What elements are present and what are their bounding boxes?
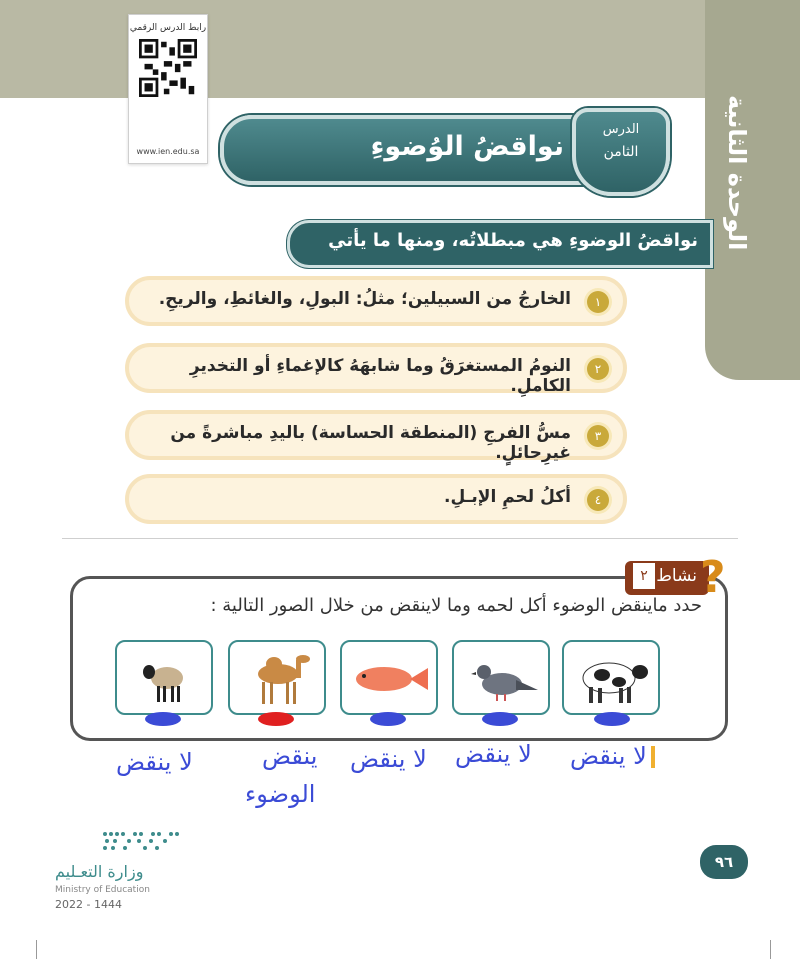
list-item	[125, 410, 627, 463]
ministry-name-en: Ministry of Education	[55, 885, 150, 895]
item-number: ٤	[587, 489, 609, 511]
answer-mark	[370, 712, 406, 726]
item-text: الخارجُ من السبيلين؛ مثلُ: البولِ، والغائطِ، والريحِ.	[158, 289, 571, 309]
list-item	[125, 474, 627, 524]
answer-cursor	[651, 746, 655, 768]
answer-mark	[482, 712, 518, 726]
crop-mark	[36, 940, 37, 959]
activity-tag	[625, 561, 709, 595]
item-text: أكلُ لحمِ الإبـلِ.	[443, 487, 571, 507]
sheep-icon	[117, 642, 211, 713]
answer-cow: لا ينقض	[570, 742, 647, 770]
crop-mark	[770, 940, 771, 959]
answer-mark	[258, 712, 294, 726]
page-number: ٩٦	[700, 845, 748, 879]
unit-title: الوحدة الثانية	[723, 95, 751, 251]
answer-camel: ينقض	[262, 742, 318, 770]
item-text: النومُ المستغرَقُ وما شابهَهُ كالإغماءِ أو التخديرِ الكاملِ.	[189, 356, 571, 396]
lesson-badge-label: الدرس	[602, 122, 640, 137]
item-number: ٢	[587, 358, 609, 380]
item-number: ٣	[587, 425, 609, 447]
subtitle-bar	[287, 220, 713, 268]
answer-camel-line2: الوضوء	[245, 780, 316, 808]
lesson-title: نواقضُ الوُضوءِ	[370, 131, 564, 162]
camel-picture	[228, 640, 326, 715]
camel-icon	[230, 642, 324, 713]
ministry-name-ar: وزارة التعـليم	[55, 862, 144, 881]
pigeon-picture	[452, 640, 550, 715]
qr-url[interactable]: www.ien.edu.sa	[136, 147, 200, 156]
answer-mark	[145, 712, 181, 726]
fish-icon	[342, 642, 436, 713]
cow-icon	[564, 642, 658, 713]
answer-mark	[594, 712, 630, 726]
fish-picture	[340, 640, 438, 715]
activity-label: نشاط	[656, 566, 697, 586]
subtitle: نواقضُ الوضوءِ هي مبطلاتُه، ومنها ما يأتي	[328, 230, 698, 251]
activity-instruction: حدد ماينقض الوضوء أكل لحمه وما لاينقض من خلال الصور التالية :	[210, 595, 702, 616]
pigeon-icon	[454, 642, 548, 713]
lesson-badge-number: الثامن	[603, 144, 639, 160]
list-item	[125, 343, 627, 396]
unit-side-band	[705, 0, 800, 380]
list-item	[125, 276, 627, 326]
answer-fish: لا ينقض	[350, 745, 427, 773]
qr-code-icon	[139, 39, 197, 97]
edition-year: 2022 - 1444	[55, 898, 122, 911]
qr-label: رابط الدرس الرقمي	[129, 23, 207, 33]
cow-picture	[562, 640, 660, 715]
sheep-picture	[115, 640, 213, 715]
item-number: ١	[587, 291, 609, 313]
lesson-badge	[572, 108, 670, 196]
question-mark-icon: ?	[700, 552, 726, 603]
activity-number: ٢	[633, 563, 655, 589]
answer-sheep: لا ينقض	[116, 748, 193, 776]
answer-pigeon: لا ينقض	[455, 740, 532, 768]
qr-card[interactable]	[128, 14, 208, 164]
header-band	[0, 0, 800, 98]
item-text: مسُّ الفرجِ (المنطقة الحساسة) باليدِ مباشرةً من غيرِحائلٍ.	[170, 423, 571, 463]
divider	[62, 538, 738, 539]
ministry-logo-icon	[95, 826, 185, 856]
